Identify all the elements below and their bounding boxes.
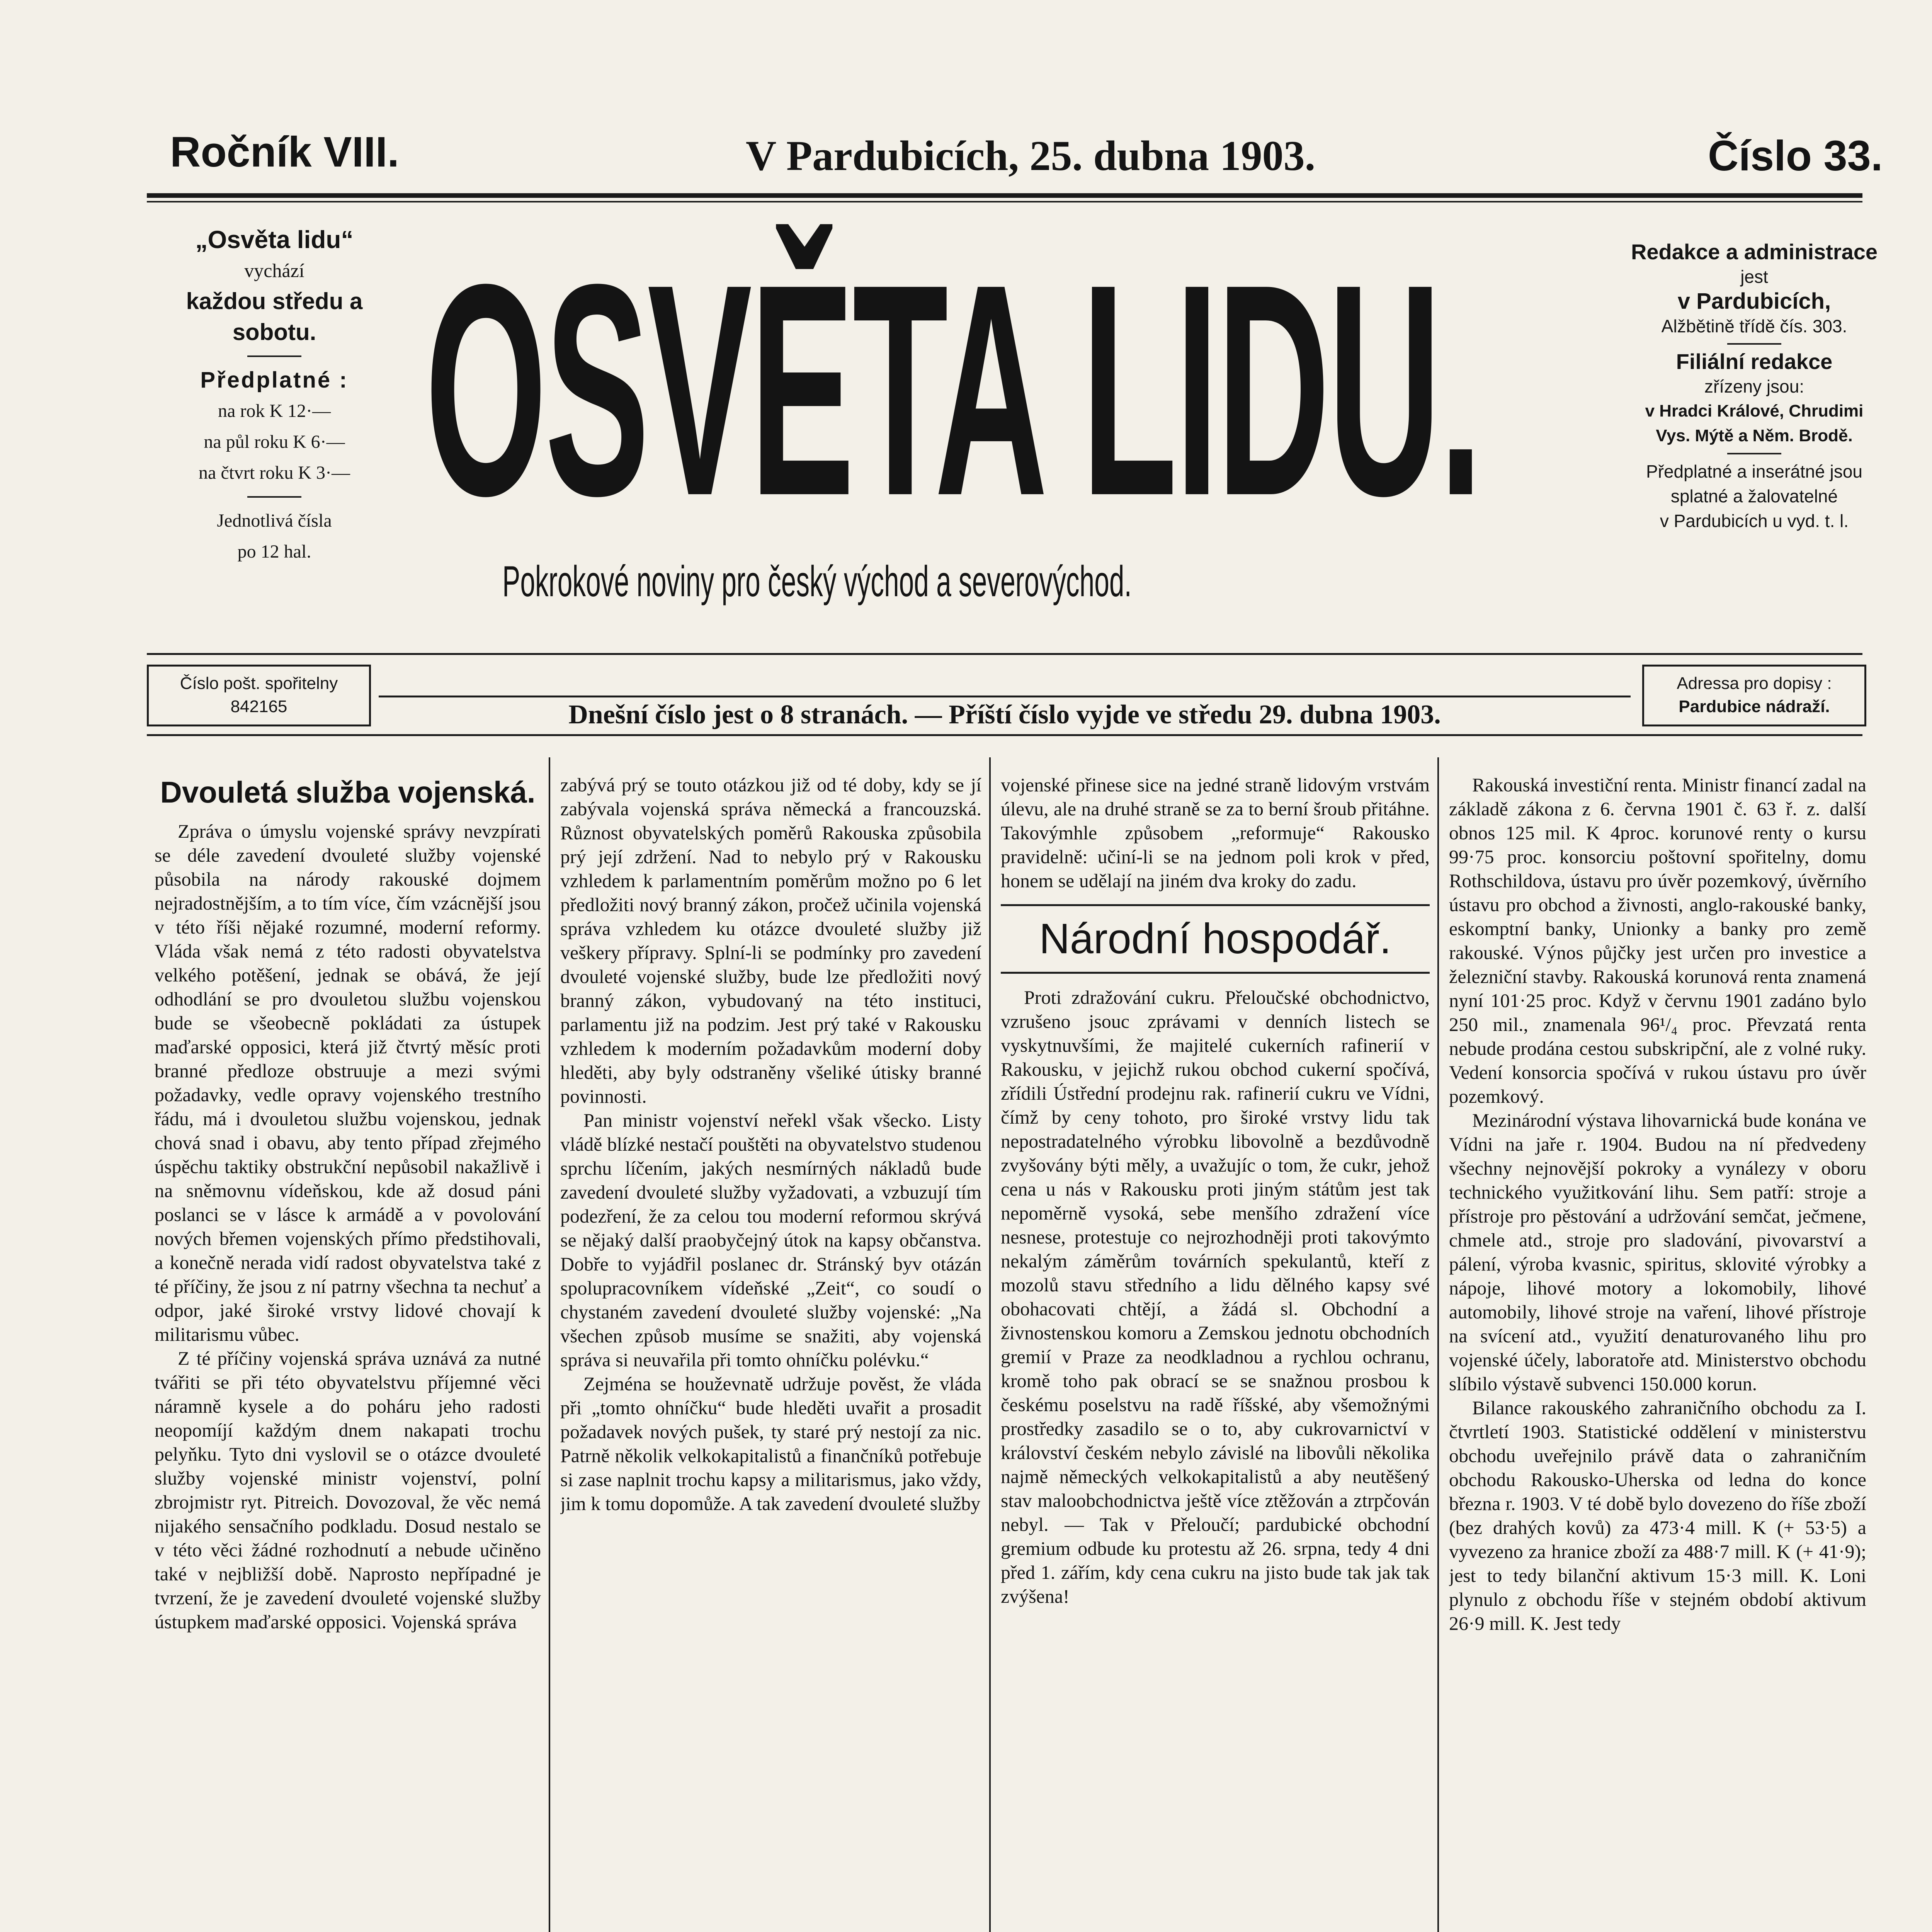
right-info-box [1623, 240, 1886, 533]
subscription-label: Předplatné : [200, 367, 349, 393]
left-box-line: vychází [244, 260, 304, 281]
header-rule [147, 193, 1862, 198]
savings-box [147, 665, 371, 726]
infobar-top-rule [147, 653, 1862, 655]
right-box-divider [1727, 453, 1781, 454]
left-box-frequency: každou středu a sobotu. [186, 288, 363, 345]
subscription-half: na půl roku K 6·— [204, 432, 345, 452]
left-info-box [147, 224, 402, 567]
article-column-1 [155, 773, 541, 1932]
header-rule-thin [147, 201, 1862, 202]
branch-offices: Filiální redakce [1676, 349, 1833, 374]
section-rule [1001, 904, 1430, 906]
right-box-divider [1727, 343, 1781, 345]
article-paragraph: zabývá prý se touto otázkou již od té doby, kdy se jí zabývala vojenská správa německá a francouzská. Různost obyvatelských poměrů Rakouska způsobila prý její zdržení. Nad to nebylo prý v Rakousku vzhledem k parlamentním poměrům možno po 6 let předložiti nový branný zákon, pročež učinila vojenská správa vzhledem ku otázce dvouleté služby již veškery přípravy. Splní-li se podmínky pro zavedení dvouleté vojenské služby, bude lze předložiti nový branný zákon, vybudovaný na této instituci, parlamentu již na podzim. Jest prý také v Rakousku vzhledem k moderním požadavkům moderní doby hleděti, aby byly odstraněny všeliké útisky branné povinnosti. [560, 774, 981, 1107]
article-column-3 [1001, 773, 1430, 1932]
masthead-title: OSVĚTA LIDU. [425, 222, 1481, 558]
article-paragraph: vojenské přinese sice na jedné straně lidovým vrstvám úlevu, ale na druhé straně se za to berní šroub přitáhne. Takovýmhle způsobem „reformuje“ Rakousko pravidelně: učiní-li se na jednom poli krok v před, honem se udělají na jiném dva kroky do zadu. [1001, 774, 1430, 891]
section-title: Národní hospodář. [1039, 915, 1391, 963]
article-paragraph: Bilance rakouského zahraničního obchodu za I. čtvrtletí 1903. Statistické oddělení v ministerstvu obchodu uveřejnilo právě data o zahraničním obchodu Rakousko-Uherska od ledna do konce března r. 1903. V té době bylo dovezeno do říše zboží (bez drahých kovů) za 473·4 mill. K (+ 53·5) a vyvezeno za hranice zboží za 488·7 mill. K (+ 41·9); jest to tedy bilanční aktivum 15·3 mill. K. Loni plynulo z obchodu říše v stejném období aktivum 26·9 mill. K. Jest tedy [1449, 1397, 1866, 1634]
right-box-city: v Pardubicích, [1677, 289, 1831, 314]
address-label: Adressa pro dopisy : [1677, 674, 1832, 693]
subscription-quarter: na čtvrt roku K 3·— [199, 463, 350, 483]
right-box-note: splatné a žalovatelné [1670, 486, 1838, 506]
right-box-note: Předplatné a inserátné jsou [1646, 461, 1863, 481]
article-paragraph: Pan ministr vojenství neřekl však všecko. Listy vládě blízké nestačí pouštěti na obyvatelstvo studenou sprchu líčením, jakých nesmírných nákladů bude zavedení dvouleté služby vyžadovati, a vzbuzují tím podezření, že za celou tou moderní reformou skrývá se nějaký další praobyčejný útok na kapsy občanstva. Dobře to vyjádřil poslanec dr. Stránský byv otázán spolupracovníkem vídeňské „Zeit“, co soudí o chystaném zavedení dvouleté služby vojenské: „Na všechen způsob musíme se snažiti, aby vojenská správa si neuvařila při tomto ohníčku polévku.“ [560, 1109, 981, 1371]
masthead-subtitle: Pokrokové noviny pro český východ a severovýchod. [502, 557, 1132, 605]
issue-number: Číslo 33. [1708, 132, 1883, 180]
savings-number: 842165 [230, 697, 287, 716]
right-box-line: jest [1740, 267, 1768, 287]
volume-label: Ročník VIII. [170, 128, 399, 176]
subscription-year: na rok K 12·— [218, 401, 331, 421]
column-divider [1437, 757, 1439, 1932]
branch-cities: v Hradci Králové, Chrudimi [1645, 401, 1864, 420]
article-title: Dvouletá služba vojenská. [160, 775, 536, 809]
section-rule [1001, 972, 1430, 974]
column-divider [989, 757, 991, 1932]
single-price: po 12 hal. [237, 541, 311, 562]
article-paragraph: Zejména se houževnatě udržuje pověst, že vláda při „tomto ohníčku“ bude hleděti uvařit a prosadit požadavek nových pušek, ty staré prý nestojí za nic. Patrně několik velkokapitalistů a finančníků potřebuje si zase naplnit trochu kapsy a militarismus, jako vždy, jim k tomu dopomůže. A tak zavedení dvouleté služby [560, 1373, 981, 1514]
right-box-address: Alžbětině třídě čís. 303. [1661, 316, 1847, 336]
left-box-title: „Osvěta lidu“ [195, 226, 354, 253]
left-box-divider [247, 355, 301, 357]
savings-label: Číslo pošt. spořitelny [180, 674, 338, 693]
article-paragraph: Proti zdražování cukru. Přeloučské obchodnictvo, vzrušeno jsouc zprávami v denních listech se vyskytnuvšími, že majitelé cukerních rafinerií v Rakousku, v jejichž rukou obchod cukerní spočívá, zřídili Ústřední prodejnu rak. rafinerií cukru ve Vídni, čímž by ceny tohoto, pro široké vrstvy lidu tak nepostradatelného výrobku libovolně a bezdůvodně zvyšovány býti měly, a uvažujíc o tom, že cukr, jehož cena u nás v Rakousku proti jiným státům jest tak nepoměrně vysoká, sebe menšího zdražení více nesnese, protestuje co nejrozhodněji proti takovýmto nekalým záměrům továrních spekulantů, kteří z mozolů stavu středního a lidu dělného kapsy své obohacovati chtějí, a žádá sl. Obchodní a živnostenskou komoru a Zemskou jednotu obchodních gremií v Praze za neodkladnou a rychlou ochranu, kromě toho pak obrací se se snažnou prosbou k českému poselstvu na radě říšské, aby všemožnými prostředky zasadilo se o to, aby cukrovarnictví v království českém nebylo závislé na libovůli několika najmě německých velkokapitalistů a aby neutěšený stav maloobchodnictva ještě více ztěžován a ztrpčován nebyl. — Tak v Přeloučí; pardubické obchodní gremium odbude ku protestu až 26. srpna, tedy 4 dni před 1. zářím, kdy cena cukru na jisto bude tak jak tak zvýšena! [1001, 986, 1430, 1607]
address-box [1642, 665, 1866, 726]
article-column-4 [1449, 773, 1866, 1932]
place-date: V Pardubicích, 25. dubna 1903. [746, 132, 1316, 179]
column-divider [549, 757, 550, 1932]
right-box-line: zřízeny jsou: [1704, 376, 1804, 396]
issue-notice: Dnešní číslo jest o 8 stranách. — Příští číslo vyjde ve středu 29. dubna 1903. [568, 700, 1441, 730]
article-paragraph: Zpráva o úmyslu vojenské správy nevzpírati se déle zavedení dvouleté služby vojenské působila na národy rakouské dojmem nejradostnějším, a to tím více, čím vzácnější jsou v této říši nějaké rozumné, moderní reformy. Vláda však nemá z této radosti obyvatelstva velkého potěšení, jednak se obává, že její odhodlání se pro dvouletou službu vojenskou bude se všeobecně pokládati za ústupek maďarské opposici, která již čtvrtý měsíc proti branné předloze obstruuje a mezi svými požadavky, vedle opravy vojenského trestního řádu, má i dvouletou službu vojenskou, jednak chová snad i obavu, aby tento případ zřejmého úspěchu taktiky obstrukční nepůsobil nakažlivě i na sněmovnu vídeňskou, kde až dosud páni poslanci se v lásce k armádě a v povolování nových břemen vojenských přímo předstihovali, a konečně nerada vidí radost obyvatelstva také z té příčiny, že jsou z ní patrny všechna ta nechuť a odpor, jaké široké vrstvy lidové chovají k militarismu vůbec. [155, 820, 541, 1345]
infobar-bottom-rule [147, 734, 1862, 736]
left-box-divider [247, 496, 301, 498]
single-copies: Jednotlivá čísla [217, 510, 332, 531]
article-column-2 [560, 773, 981, 1932]
article-paragraph: Z té příčiny vojenská správa uznává za nutné tvářiti se při této obyvatelstvu příjemné věci náramně kysele a do poháru jeho radosti neopomíjí každým dnem nakapati trochu pelyňku. Tyto dni vyslovil se o otázce dvouleté služby vojenské ministr vojenství, polní zbrojmistr ryt. Pitreich. Dovozoval, že věc nemá nijakého sensačního podkladu. Dosud nestalo se v této věci žádné rozhodnutí a nebude učiněno také v nejbližší době. Naprosto nepřípadné je tvrzení, že je zavedení dvouleté vojenské služby ústupkem maďarské opposici. Vojenská správa [155, 1347, 541, 1633]
notice-rule [379, 696, 1631, 697]
address-value: Pardubice nádraží. [1679, 697, 1830, 716]
article-paragraph: Mezinárodní výstava lihovarnická bude konána ve Vídni na jaře r. 1904. Budou na ní předvedeny všechny nejnovější pokroky a vynálezy v oboru technického využitkování lihu. Sem patří: stroje a přístroje pro pěstování a udržování semčat, ječmene, chmele atd., stroje pro sladování, pivovarství a pálení, výroba kvasnic, spiritus, sklovité výrobky a nápoje, lihové motory a lokomobily, lihové automobily, lihové stroje na vaření, lihové přístroje na svícení atd., využití denaturovaného lihu pro vojenské účely, laboratoře atd. Ministerstvo obchodu slíbilo výstavě subvenci 150.000 korun. [1449, 1109, 1866, 1395]
article-paragraph: Rakouská investiční renta. Ministr financí zadal na základě zákona z 6. června 1901 č. 63 ř. z. další obnos 125 mil. K 4proc. korunové renty o kursu 99·75 proc. konsorciu poštovní spořitelny, domu Rothschildova, ústavu pro úvěr pozemkový, úvěrního ústavu pro obchod a živnosti, anglo-rakouské banky, eskomptní banky, Unionky a banky pro země rakouské. Výnos půjčky jest určen pro investice a železniční stavby. Rakouská korunová renta znamená nyní 101·25 proc. Když v červnu 1901 zadáno bylo 250 mil., znamenala 96¹/₄ proc. Převzatá renta nebude prodána cestou subskripční, ale z volné ruky. Vedení konsorcia spočívá v rukou ústavu pro úvěr pozemkový. [1449, 774, 1866, 1107]
right-box-note: v Pardubicích u vyd. t. l. [1660, 511, 1849, 531]
branch-cities-2: Vys. Mýtě a Něm. Brodě. [1656, 426, 1853, 445]
editorial-office: Redakce a administrace [1631, 240, 1878, 264]
